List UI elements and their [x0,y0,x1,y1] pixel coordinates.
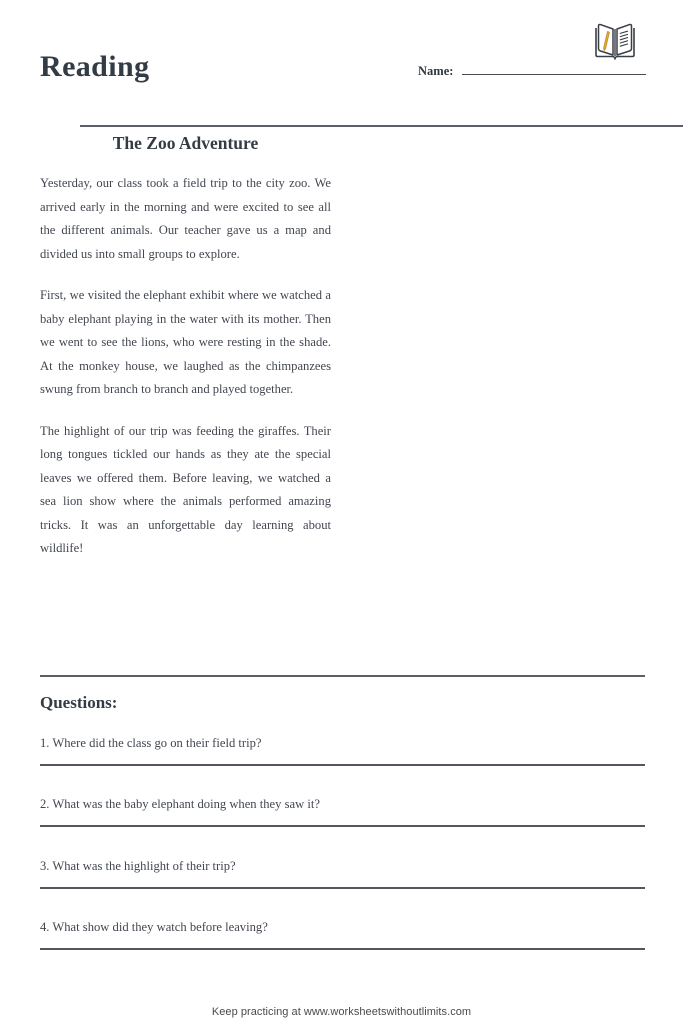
questions-section [40,694,645,950]
question-text: 3. What was the highlight of their trip? [40,858,236,873]
open-book-with-pencil-icon [593,22,637,62]
name-field-group[interactable] [418,64,646,79]
answer-line[interactable] [40,948,645,950]
reading-passage [40,133,331,561]
answer-line[interactable] [40,825,645,827]
questions-divider [40,675,645,677]
question-text: 2. What was the baby elephant doing when they saw it? [40,797,320,812]
name-input-line[interactable] [462,74,646,75]
story-paragraph: First, we visited the elephant exhibit where we watched a baby elephant playing in the water with its mother. Then we went to see the lions, who were resting in the shade. At the monkey house, we laughed as the chimpanzees swung from branch to branch and played together. [40,288,331,396]
story-paragraph: The highlight of our trip was feeding the giraffes. Their long tongues tickled our hands as they ate the special leaves we offered them. Before leaving, we watched a sea lion show where the animals performed amazing tricks. It was an unforgettable day learning about wildlife! [40,423,331,555]
header-divider [80,125,683,127]
question-text: 1. Where did the class go on their field trip? [40,735,262,750]
answer-line[interactable] [40,887,645,889]
footer-text: Keep practicing at www.worksheetswithoutlimits.com [211,1006,472,1018]
story-paragraph: Yesterday, our class took a field trip to the city zoo. We arrived early in the morning and were excited to see all the different animals. Our teacher gave us a map and divided us into small groups to explore. [40,176,331,261]
question-text: 4. What show did they watch before leaving? [40,920,268,935]
answer-line[interactable] [40,764,645,766]
question-item [40,796,645,827]
questions-heading: Questions: [40,693,118,712]
worksheet-footer [0,1002,683,1020]
worksheet-header [40,22,645,102]
question-item [40,919,645,950]
name-label: Name: [418,64,454,78]
question-item [40,858,645,889]
question-item [40,735,645,766]
story-title: The Zoo Adventure [112,133,259,153]
page-title: Reading [40,50,150,83]
